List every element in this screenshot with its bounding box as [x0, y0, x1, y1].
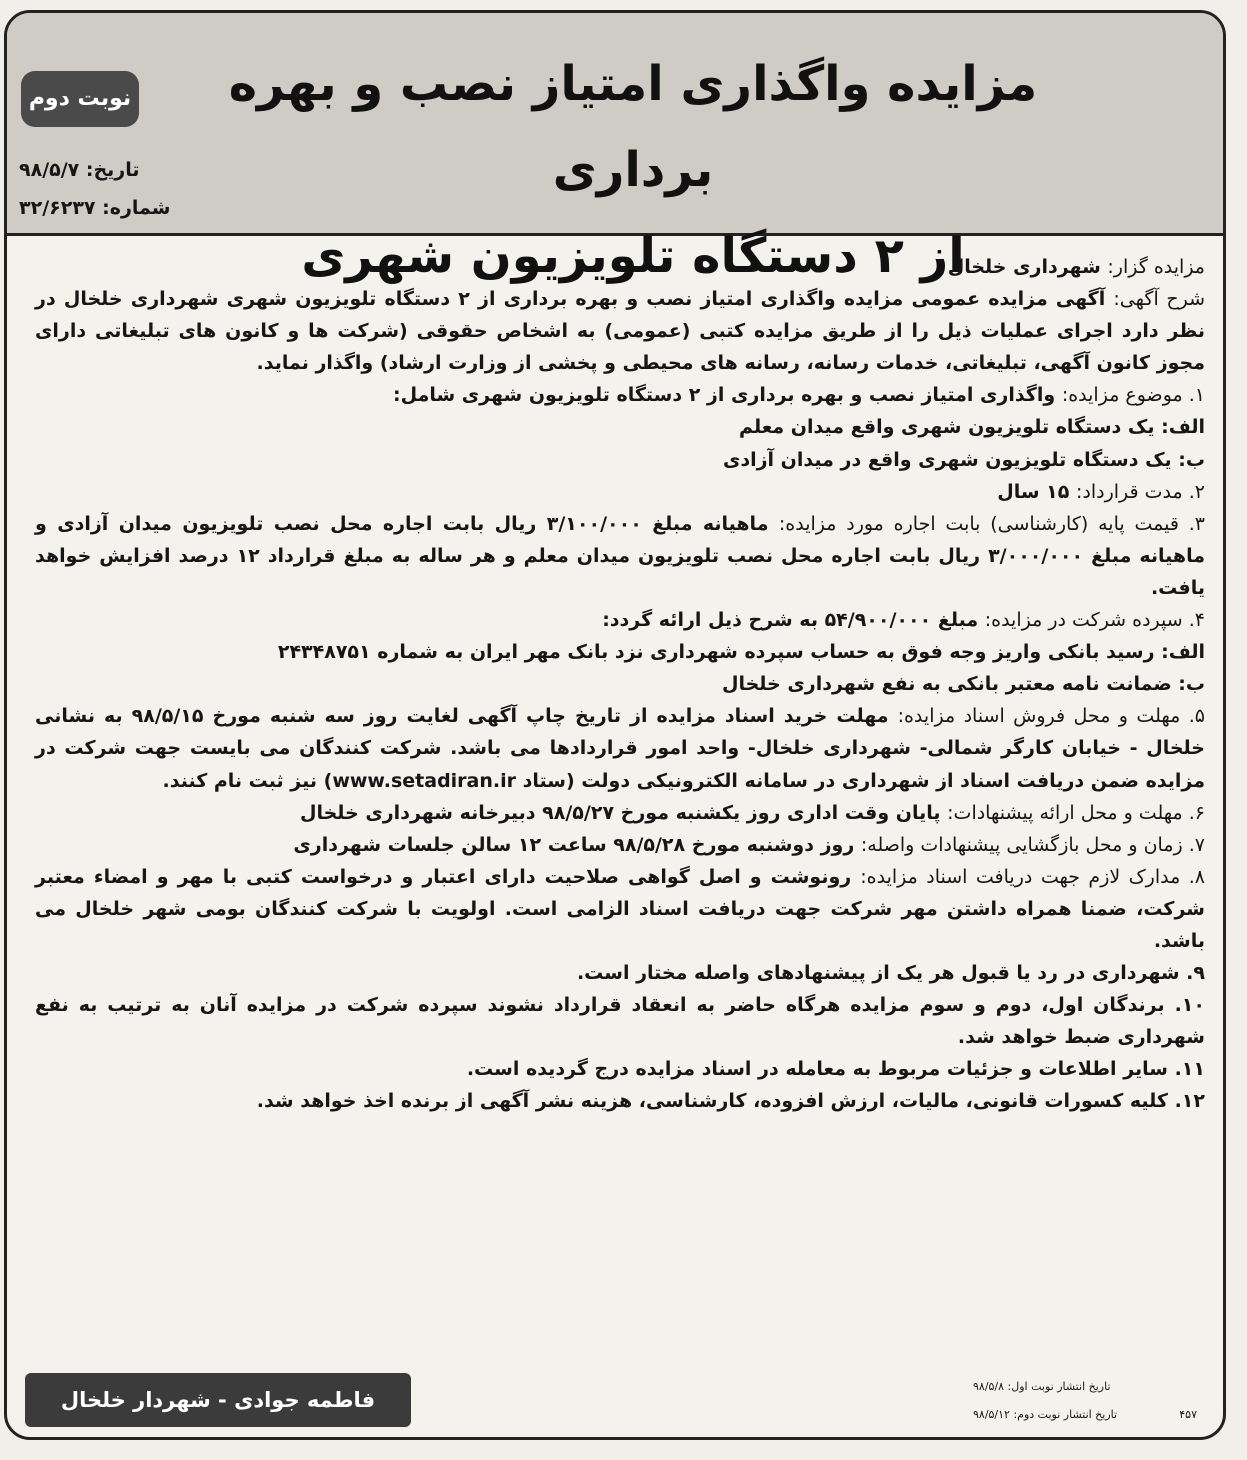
item-4b: ب: ضمانت نامه معتبر بانکی به نفع شهرداری خلخال: [721, 673, 1205, 696]
item-12: ۱۲. کلیه کسورات قانونی، مالیات، ارزش افزوده، کارشناسی، هزینه نشر آگهی از برنده اخذ خواهد شد.: [256, 1090, 1205, 1113]
round-badge: نوبت دوم: [21, 71, 139, 127]
item-1b: ب: یک دستگاه تلویزیون شهری واقع در میدان آزادی: [722, 448, 1205, 471]
ad-body: [35, 251, 1205, 1118]
ad-frame: [4, 10, 1226, 1440]
ad-code: ۴۵۷: [1179, 1408, 1197, 1421]
item-4a: الف: رسید بانکی واریز وجه فوق به حساب سپرده شهرداری نزد بانک مهر ایران به شماره ۲۴۳۴۸۷۵۱: [277, 641, 1205, 664]
item-7: ۷. زمان و محل بازگشایی پیشنهادات واصله: روز دوشنبه مورخ ۹۸/۵/۲۸ ساعت ۱۲ سالن جلسات شهرداری: [293, 833, 1205, 856]
signature-box: فاطمه جوادی - شهردار خلخال: [25, 1373, 411, 1427]
item-4: ۴. سپرده شرکت در مزایده: مبلغ ۵۴/۹۰۰/۰۰۰ به شرح ذیل ارائه گردد:: [602, 609, 1205, 632]
ad-date: تاریخ: ۹۸/۵/۷: [19, 159, 140, 181]
item-1a: الف: یک دستگاه تلویزیون شهری واقع میدان معلم: [739, 416, 1205, 439]
item-10: ۱۰. برندگان اول، دوم و سوم مزایده هرگاه حاضر به انعقاد قرارداد نشوند سپرده شرکت در مزایده آنان به ترتیب به نفع شهرداری ضبط خواهد شد.: [35, 994, 1205, 1049]
publish-date-first: تاریخ انتشار نوبت اول: ۹۸/۵/۸: [973, 1380, 1111, 1393]
item-6: ۶. مهلت و محل ارائه پیشنهادات: پایان وقت اداری روز یکشنبه مورخ ۹۸/۵/۲۷ دبیرخانه شهرداری خلخال: [299, 801, 1205, 824]
item-3: ۳. قیمت پایه (کارشناسی) بابت اجاره مورد مزایده: ماهیانه مبلغ ۳/۱۰۰/۰۰۰ ریال بابت اجاره محل نصب تلویزیون میدان آزادی و ماهیانه مبلغ ۳/۰۰۰/۰۰۰ ریال بابت اجاره محل نصب تلویزیون میدان معلم و هر ساله به مبلغ قرارداد ۱۲ درصد افزایش خواهد یافت.: [35, 512, 1205, 599]
publish-date-second: تاریخ انتشار نوبت دوم: ۹۸/۵/۱۲: [973, 1408, 1118, 1421]
item-2: ۲. مدت قرارداد: ۱۵ سال: [997, 480, 1205, 503]
item-11: ۱۱. سایر اطلاعات و جزئیات مربوط به معامله در اسناد مزایده درج گردیده است.: [466, 1058, 1205, 1081]
description: شرح آگهی: آگهی مزایده عمومی مزایده واگذاری امتیاز نصب و بهره برداری از ۲ دستگاه تلویزیون شهری شهرداری خلخال در نظر دارد اجرای عملیات ذیل را از طریق مزایده کتبی (عمومی) به اشخاص حقوقی (شرکت ها و کانون های تبلیغاتی دارای مجوز کانون آگهی، تبلیغاتی، خدمات رسانه، رسانه های محیطی و پخشی از وزارت ارشاد) واگذار نماید.: [35, 288, 1205, 375]
item-5: ۵. مهلت و محل فروش اسناد مزایده: مهلت خرید اسناد مزایده از تاریخ چاپ آگهی لغایت روز سه شنبه مورخ ۹۸/۵/۱۵ به نشانی خلخال - خیابان کارگر شمالی- شهرداری خلخال- واحد امور قراردادها می باشد. شرکت کنندگان می بایست جهت شرکت در مزایده ضمن دریافت اسناد از شهرداری در سامانه الکترونیکی دولت (ستاد www.setadiran.ir) نیز ثبت نام کنند.: [35, 705, 1205, 792]
item-9: ۹. شهرداری در رد یا قبول هر یک از پیشنهادهای واصله مختار است.: [576, 962, 1205, 985]
ad-number: شماره: ۳۲/۶۲۳۷: [19, 197, 171, 219]
title-line-1: مزایده واگذاری امتیاز نصب و بهره برداری: [228, 56, 1038, 198]
item-1: ۱. موضوع مزایده: واگذاری امتیاز نصب و بهره برداری از ۲ دستگاه تلویزیون شهری شامل:: [393, 384, 1205, 407]
item-8: ۸. مدارک لازم جهت دریافت اسناد مزایده: رونوشت و اصل گواهی صلاحیت دارای اعتبار و درخواست کتبی با مهر و امضاء معتبر شرکت، ضمنا همراه داشتن مهر شرکت جهت دریافت اسناد الزامی است. اولویت با شرکت کنندگان بومی شهر خلخال می باشد.: [35, 865, 1205, 952]
setad-url: www.setadiran.ir: [332, 769, 517, 792]
title-line-2: از ۲ دستگاه تلویزیون شهری: [301, 228, 965, 284]
organizer-line: مزایده گزار: شهرداری خلخال: [947, 256, 1205, 278]
